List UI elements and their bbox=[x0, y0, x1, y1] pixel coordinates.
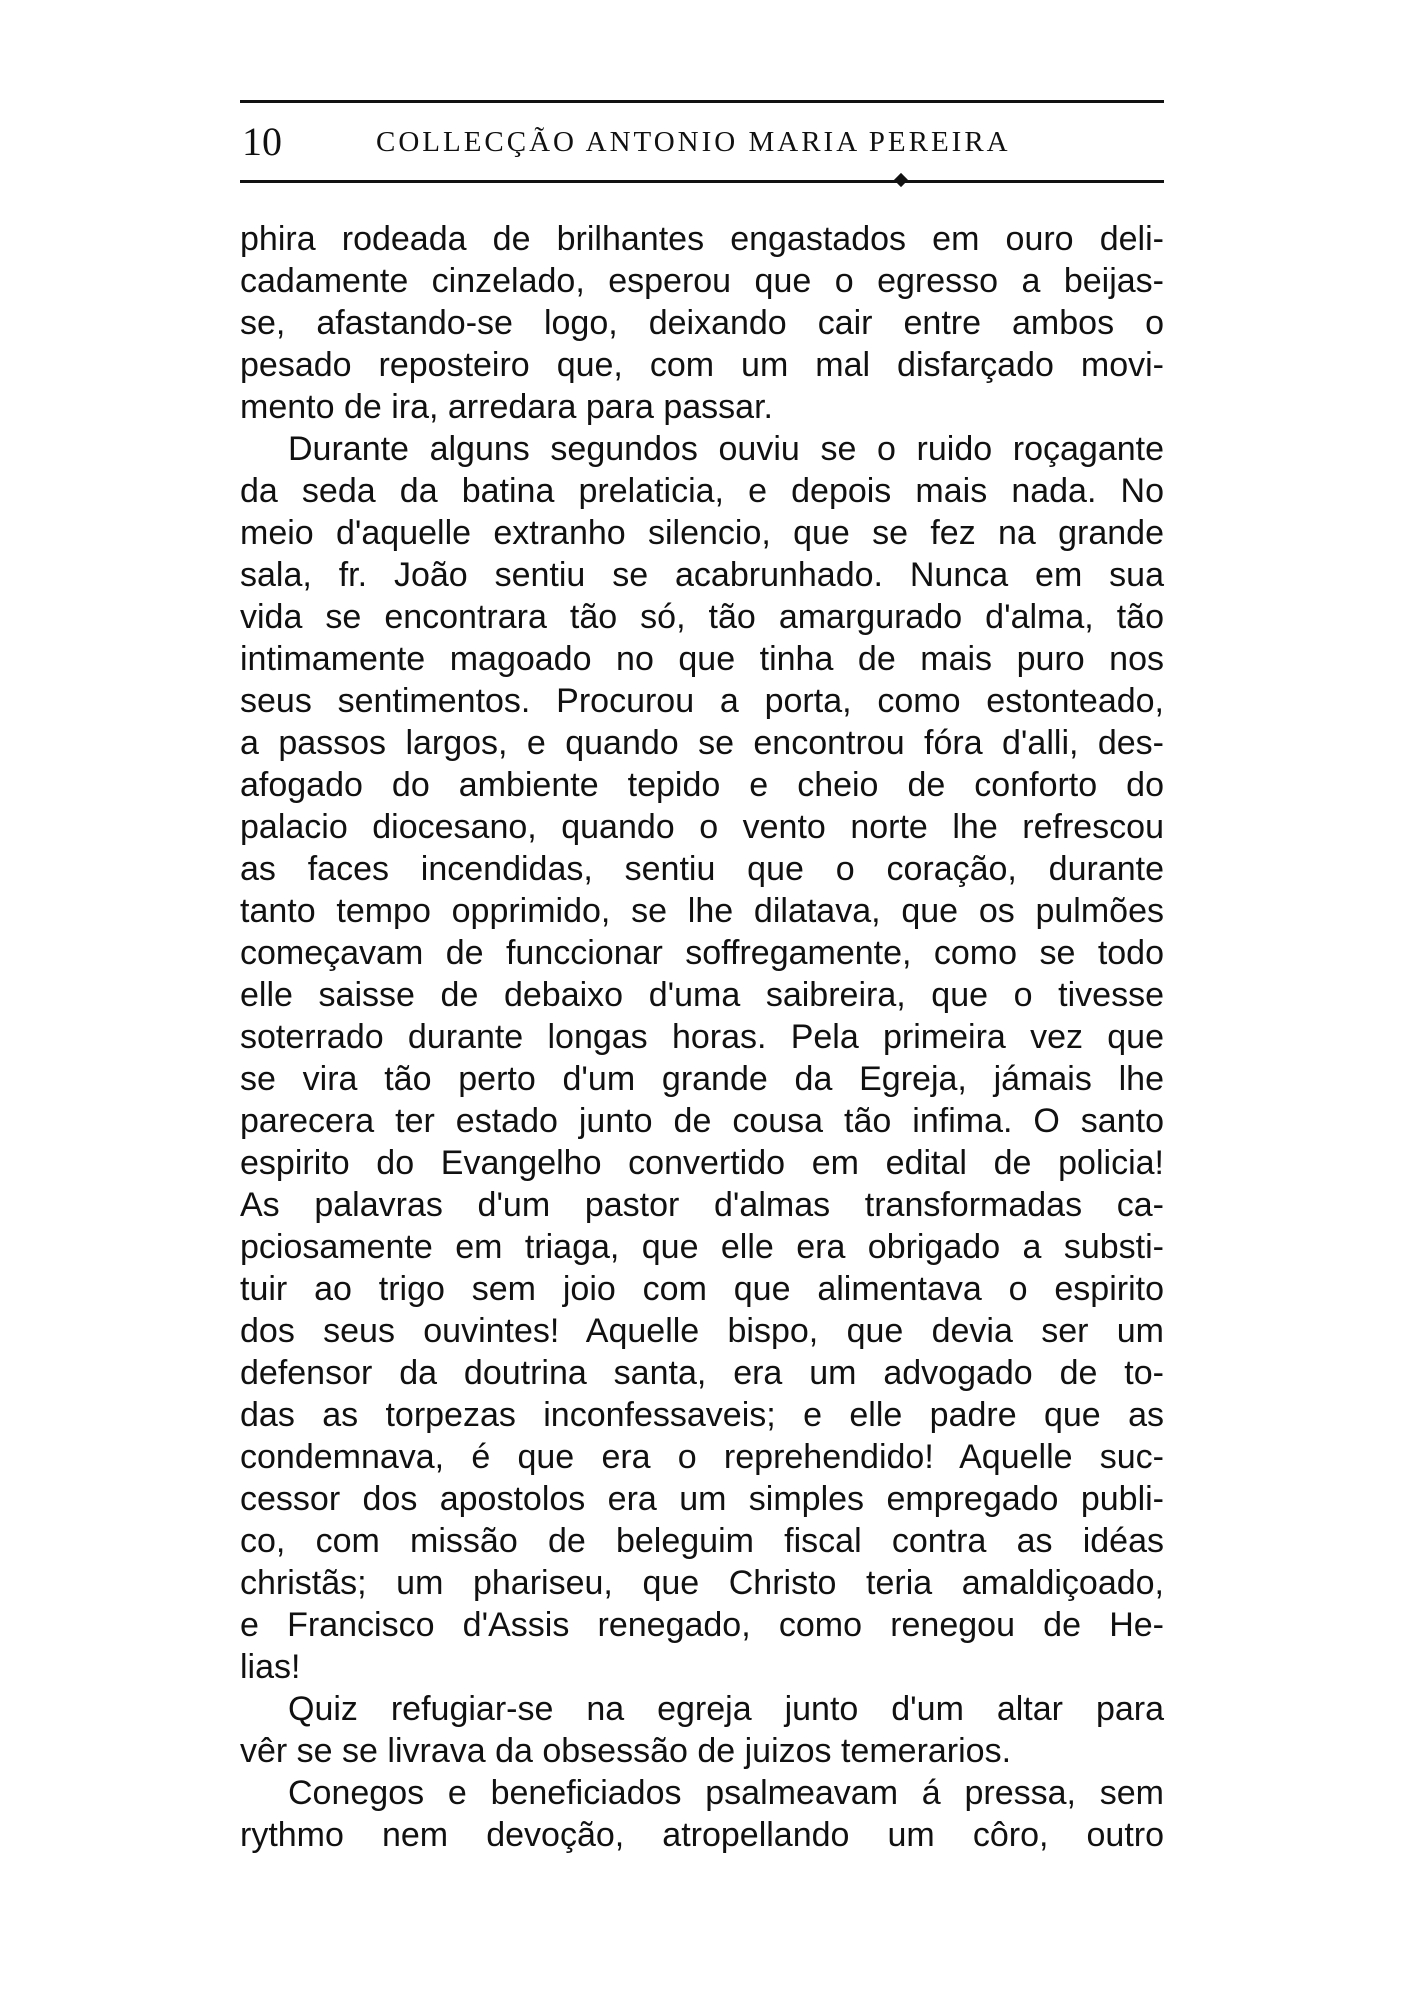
text-line: phira rodeada de brilhantes engastados em ouro deli- bbox=[240, 220, 1164, 258]
page-number: 10 bbox=[242, 119, 282, 164]
text-line: soterrado durante longas horas. Pela primeira vez que bbox=[240, 1018, 1164, 1056]
rule-ornament-icon bbox=[894, 173, 908, 187]
text-line: intimamente magoado no que tinha de mais puro nos bbox=[240, 640, 1164, 678]
text-line: cadamente cinzelado, esperou que o egresso a beijas- bbox=[240, 262, 1164, 300]
text-line: Durante alguns segundos ouviu se o ruido roçagante bbox=[288, 430, 1164, 468]
text-line: vida se encontrara tão só, tão amargurado d'alma, tão bbox=[240, 598, 1164, 636]
text-line: espirito do Evangelho convertido em edital de policia! bbox=[240, 1144, 1164, 1182]
text-line: afogado do ambiente tepido e cheio de conforto do bbox=[240, 766, 1164, 804]
text-line: As palavras d'um pastor d'almas transformadas ca- bbox=[240, 1186, 1164, 1224]
text-line: rythmo nem devoção, atropellando um côro, outro bbox=[240, 1816, 1164, 1854]
text-line: dos seus ouvintes! Aquelle bispo, que devia ser um bbox=[240, 1312, 1164, 1350]
text-line: tanto tempo opprimido, se lhe dilatava, que os pulmões bbox=[240, 892, 1164, 930]
header-top-rule bbox=[240, 100, 1164, 103]
text-line: se, afastando-se logo, deixando cair entre ambos o bbox=[240, 304, 1164, 342]
text-line: mento de ira, arredara para passar. bbox=[240, 388, 773, 426]
running-title: COLLECÇÃO ANTONIO MARIA PEREIRA bbox=[376, 126, 1011, 158]
paragraph bbox=[240, 1688, 1164, 1772]
text-line: meio d'aquelle extranho silencio, que se fez na grande bbox=[240, 514, 1164, 552]
paragraph bbox=[240, 1772, 1164, 1856]
text-line: se vira tão perto d'um grande da Egreja, jámais lhe bbox=[240, 1060, 1164, 1098]
text-line: a passos largos, e quando se encontrou fóra d'alli, des- bbox=[240, 724, 1164, 762]
text-line: pesado reposteiro que, com um mal disfarçado movi- bbox=[240, 346, 1164, 384]
text-line: condemnava, é que era o reprehendido! Aquelle suc- bbox=[240, 1438, 1164, 1476]
text-line: palacio diocesano, quando o vento norte lhe refrescou bbox=[240, 808, 1164, 846]
body-text bbox=[240, 218, 1164, 1856]
text-line: elle saisse de debaixo d'uma saibreira, que o tivesse bbox=[240, 976, 1164, 1014]
text-line: seus sentimentos. Procurou a porta, como estonteado, bbox=[240, 682, 1164, 720]
text-line: Conegos e beneficiados psalmeavam á pressa, sem bbox=[288, 1774, 1164, 1812]
text-line: defensor da doutrina santa, era um advogado de to- bbox=[240, 1354, 1164, 1392]
text-line: parecera ter estado junto de cousa tão infima. O santo bbox=[240, 1102, 1164, 1140]
text-line: e Francisco d'Assis renegado, como renegou de He- bbox=[240, 1606, 1164, 1644]
text-line: pciosamente em triaga, que elle era obrigado a substi- bbox=[240, 1228, 1164, 1266]
text-line: christãs; um phariseu, que Christo teria amaldiçoado, bbox=[240, 1564, 1164, 1602]
text-line: Quiz refugiar-se na egreja junto d'um altar para bbox=[288, 1690, 1164, 1728]
paragraph bbox=[240, 428, 1164, 1688]
text-line: sala, fr. João sentiu se acabrunhado. Nunca em sua bbox=[240, 556, 1164, 594]
text-line: cessor dos apostolos era um simples empregado publi- bbox=[240, 1480, 1164, 1518]
text-line: co, com missão de beleguim fiscal contra as idéas bbox=[240, 1522, 1164, 1560]
text-line: tuir ao trigo sem joio com que alimentava o espirito bbox=[240, 1270, 1164, 1308]
page-header bbox=[240, 112, 1164, 172]
text-line: da seda da batina prelaticia, e depois mais nada. No bbox=[240, 472, 1164, 510]
text-line: lias! bbox=[240, 1648, 301, 1686]
text-line: começavam de funccionar soffregamente, como se todo bbox=[240, 934, 1164, 972]
paragraph bbox=[240, 218, 1164, 428]
text-line: vêr se se livrava da obsessão de juizos temerarios. bbox=[240, 1732, 1012, 1770]
header-bottom-rule bbox=[240, 180, 1164, 183]
text-line: das as torpezas inconfessaveis; e elle padre que as bbox=[240, 1396, 1164, 1434]
text-line: as faces incendidas, sentiu que o coração, durante bbox=[240, 850, 1164, 888]
